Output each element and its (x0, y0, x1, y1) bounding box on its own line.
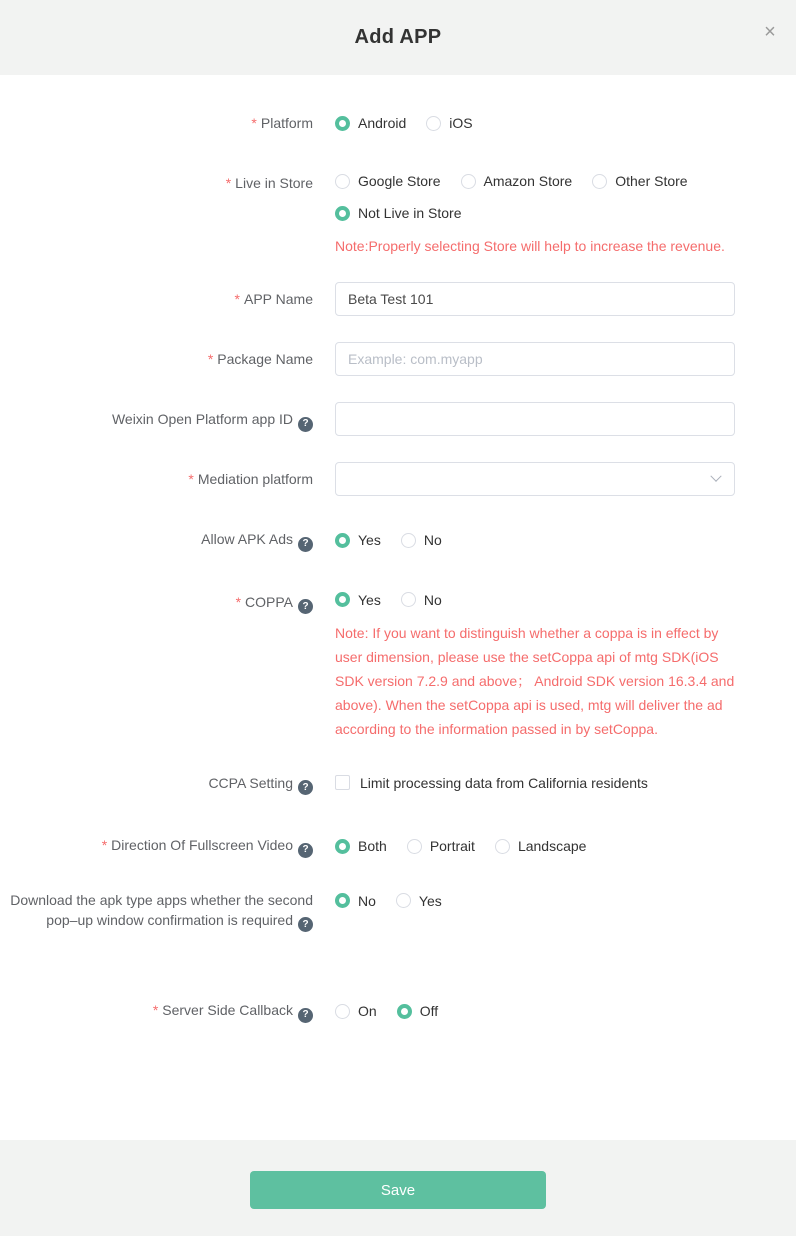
radio-label: No (423, 591, 442, 608)
live-in-store-row (0, 173, 796, 258)
allow-apk-ads-label (0, 529, 313, 552)
radio-label: Both (358, 838, 387, 855)
dialog-footer (0, 1140, 796, 1236)
dialog-header (0, 0, 796, 75)
radio-icon (335, 116, 350, 131)
field-label-text: COPPA (245, 593, 293, 610)
radio-icon (401, 533, 416, 548)
field-label-text: Live in Store (235, 175, 313, 191)
radio-label: No (358, 892, 376, 909)
app-name-input[interactable] (335, 282, 735, 316)
server-side-callback-radio-group (335, 1003, 735, 1019)
package-name-row (0, 342, 796, 376)
field-label-text: Server Side Callback (162, 1002, 293, 1018)
radio-icon (335, 533, 350, 548)
radio-label: Android (358, 115, 407, 131)
radio-label: Not Live in Store (358, 205, 462, 221)
radio-google-store[interactable] (335, 173, 441, 189)
app-name-row (0, 282, 796, 316)
package-name-label (0, 342, 313, 376)
fullscreen-direction-label (0, 835, 313, 858)
live-in-store-label (0, 173, 313, 193)
help-icon[interactable]: ? (298, 599, 313, 614)
close-icon[interactable]: × (758, 20, 782, 44)
radio-icon (335, 839, 350, 854)
field-label-text: APP Name (244, 291, 313, 307)
required-asterisk: * (234, 291, 240, 307)
radio-label: Yes (358, 591, 381, 608)
required-asterisk: * (152, 1002, 159, 1018)
field-label-text: Download the apk type apps whether the second pop–up window confirmation is required (10, 891, 313, 928)
platform-label (0, 113, 313, 133)
radio-icon (407, 839, 422, 854)
ccpa-checkbox[interactable] (335, 775, 648, 791)
radio-direction-landscape[interactable] (495, 838, 587, 854)
radio-direction-both[interactable] (335, 838, 387, 854)
required-asterisk: * (251, 115, 257, 131)
field-label-text: Package Name (217, 351, 313, 367)
radio-icon (335, 1004, 350, 1019)
checkbox-label: Limit processing data from California residents (360, 774, 648, 791)
radio-icon (397, 1004, 412, 1019)
radio-apk-ads-yes[interactable] (335, 532, 381, 548)
allow-apk-ads-row (0, 529, 796, 552)
mediation-platform-label (0, 462, 313, 496)
field-label-text: Direction Of Fullscreen Video (111, 837, 293, 853)
field-label-text: Allow APK Ads (201, 531, 293, 547)
radio-other-store[interactable] (592, 173, 687, 189)
help-icon[interactable]: ? (298, 1008, 313, 1023)
coppa-row (0, 592, 796, 741)
radio-coppa-yes[interactable] (335, 592, 381, 608)
apk-second-popup-label (0, 890, 313, 933)
required-asterisk: * (101, 837, 108, 853)
radio-icon (461, 174, 476, 189)
radio-label: On (358, 1003, 377, 1020)
save-button[interactable]: Save (250, 1171, 546, 1209)
app-name-label (0, 282, 313, 316)
required-asterisk: * (225, 175, 232, 191)
radio-icon (495, 839, 510, 854)
chevron-down-icon (710, 471, 721, 482)
radio-label: Landscape (517, 838, 587, 855)
field-label-text: Platform (260, 115, 313, 131)
dialog-title: Add APP (354, 26, 442, 48)
store-radio-row-1 (335, 173, 735, 189)
radio-label: Portrait (429, 838, 475, 855)
field-label-text: Weixin Open Platform app ID (111, 411, 293, 427)
field-label-text: CCPA Setting (208, 774, 293, 791)
apk-second-popup-row (0, 890, 796, 933)
coppa-label (0, 592, 313, 615)
mediation-platform-row (0, 462, 796, 496)
fullscreen-direction-row (0, 835, 796, 858)
radio-label: Google Store (358, 173, 441, 189)
radio-label: Yes (418, 892, 442, 909)
radio-direction-portrait[interactable] (407, 838, 475, 854)
required-asterisk: * (188, 471, 194, 487)
package-name-input[interactable] (335, 342, 735, 376)
ccpa-setting-label (0, 773, 313, 796)
radio-not-live-in-store[interactable] (335, 205, 462, 221)
help-icon[interactable]: ? (298, 780, 313, 795)
required-asterisk: * (235, 593, 242, 610)
server-side-callback-label (0, 1000, 313, 1023)
radio-label: Amazon Store (483, 173, 573, 189)
fullscreen-direction-radio-group (335, 838, 735, 854)
help-icon[interactable]: ? (298, 537, 313, 552)
radio-callback-off[interactable] (397, 1003, 438, 1019)
radio-android[interactable] (335, 115, 406, 131)
help-icon[interactable]: ? (298, 417, 313, 432)
weixin-app-id-row (0, 402, 796, 436)
coppa-radio-group (335, 592, 735, 608)
field-label-text: Mediation platform (197, 471, 313, 487)
radio-ios[interactable] (426, 115, 472, 131)
checkbox-icon (335, 775, 350, 790)
add-app-form (0, 75, 796, 1140)
radio-icon (426, 116, 441, 131)
radio-label: Yes (358, 532, 381, 549)
ccpa-setting-row (0, 773, 796, 796)
weixin-app-id-label (0, 402, 313, 436)
radio-label: Off (419, 1003, 439, 1020)
coppa-note: Note: If you want to distinguish whether a coppa is in effect by user dimension, please use the setCoppa api of mtg SDK(iOS SDK version 7.2.9 and above； Android SDK version 16.3.4 and above). When the setCoppa api is used, mtg will deliver the ad according to the information passed in by setCoppa. (335, 624, 735, 737)
radio-popup-yes[interactable] (396, 893, 442, 909)
platform-row (0, 113, 796, 133)
mediation-platform-select[interactable] (335, 462, 735, 496)
apk-second-popup-radio-group (335, 893, 735, 909)
radio-icon (335, 206, 350, 221)
store-radio-row-2 (335, 205, 735, 221)
radio-coppa-no[interactable] (401, 592, 442, 608)
help-icon[interactable]: ? (298, 843, 313, 858)
radio-label: iOS (449, 115, 473, 131)
server-side-callback-row (0, 1000, 796, 1023)
radio-icon (396, 893, 411, 908)
radio-icon (401, 592, 416, 607)
radio-icon (335, 592, 350, 607)
radio-apk-ads-no[interactable] (401, 532, 442, 548)
radio-label: No (423, 532, 442, 549)
weixin-app-id-input[interactable] (335, 402, 735, 436)
radio-callback-on[interactable] (335, 1003, 377, 1019)
live-in-store-options (335, 173, 735, 258)
radio-icon (592, 174, 607, 189)
allow-apk-ads-radio-group (335, 532, 735, 548)
radio-icon (335, 174, 350, 189)
store-note: Note:Properly selecting Store will help to increase the revenue. (335, 238, 725, 254)
radio-popup-no[interactable] (335, 893, 376, 909)
radio-icon (335, 893, 350, 908)
radio-amazon-store[interactable] (461, 173, 573, 189)
radio-label: Other Store (615, 173, 688, 189)
help-icon[interactable]: ? (298, 917, 313, 932)
required-asterisk: * (207, 351, 214, 367)
platform-radio-group (335, 115, 735, 131)
